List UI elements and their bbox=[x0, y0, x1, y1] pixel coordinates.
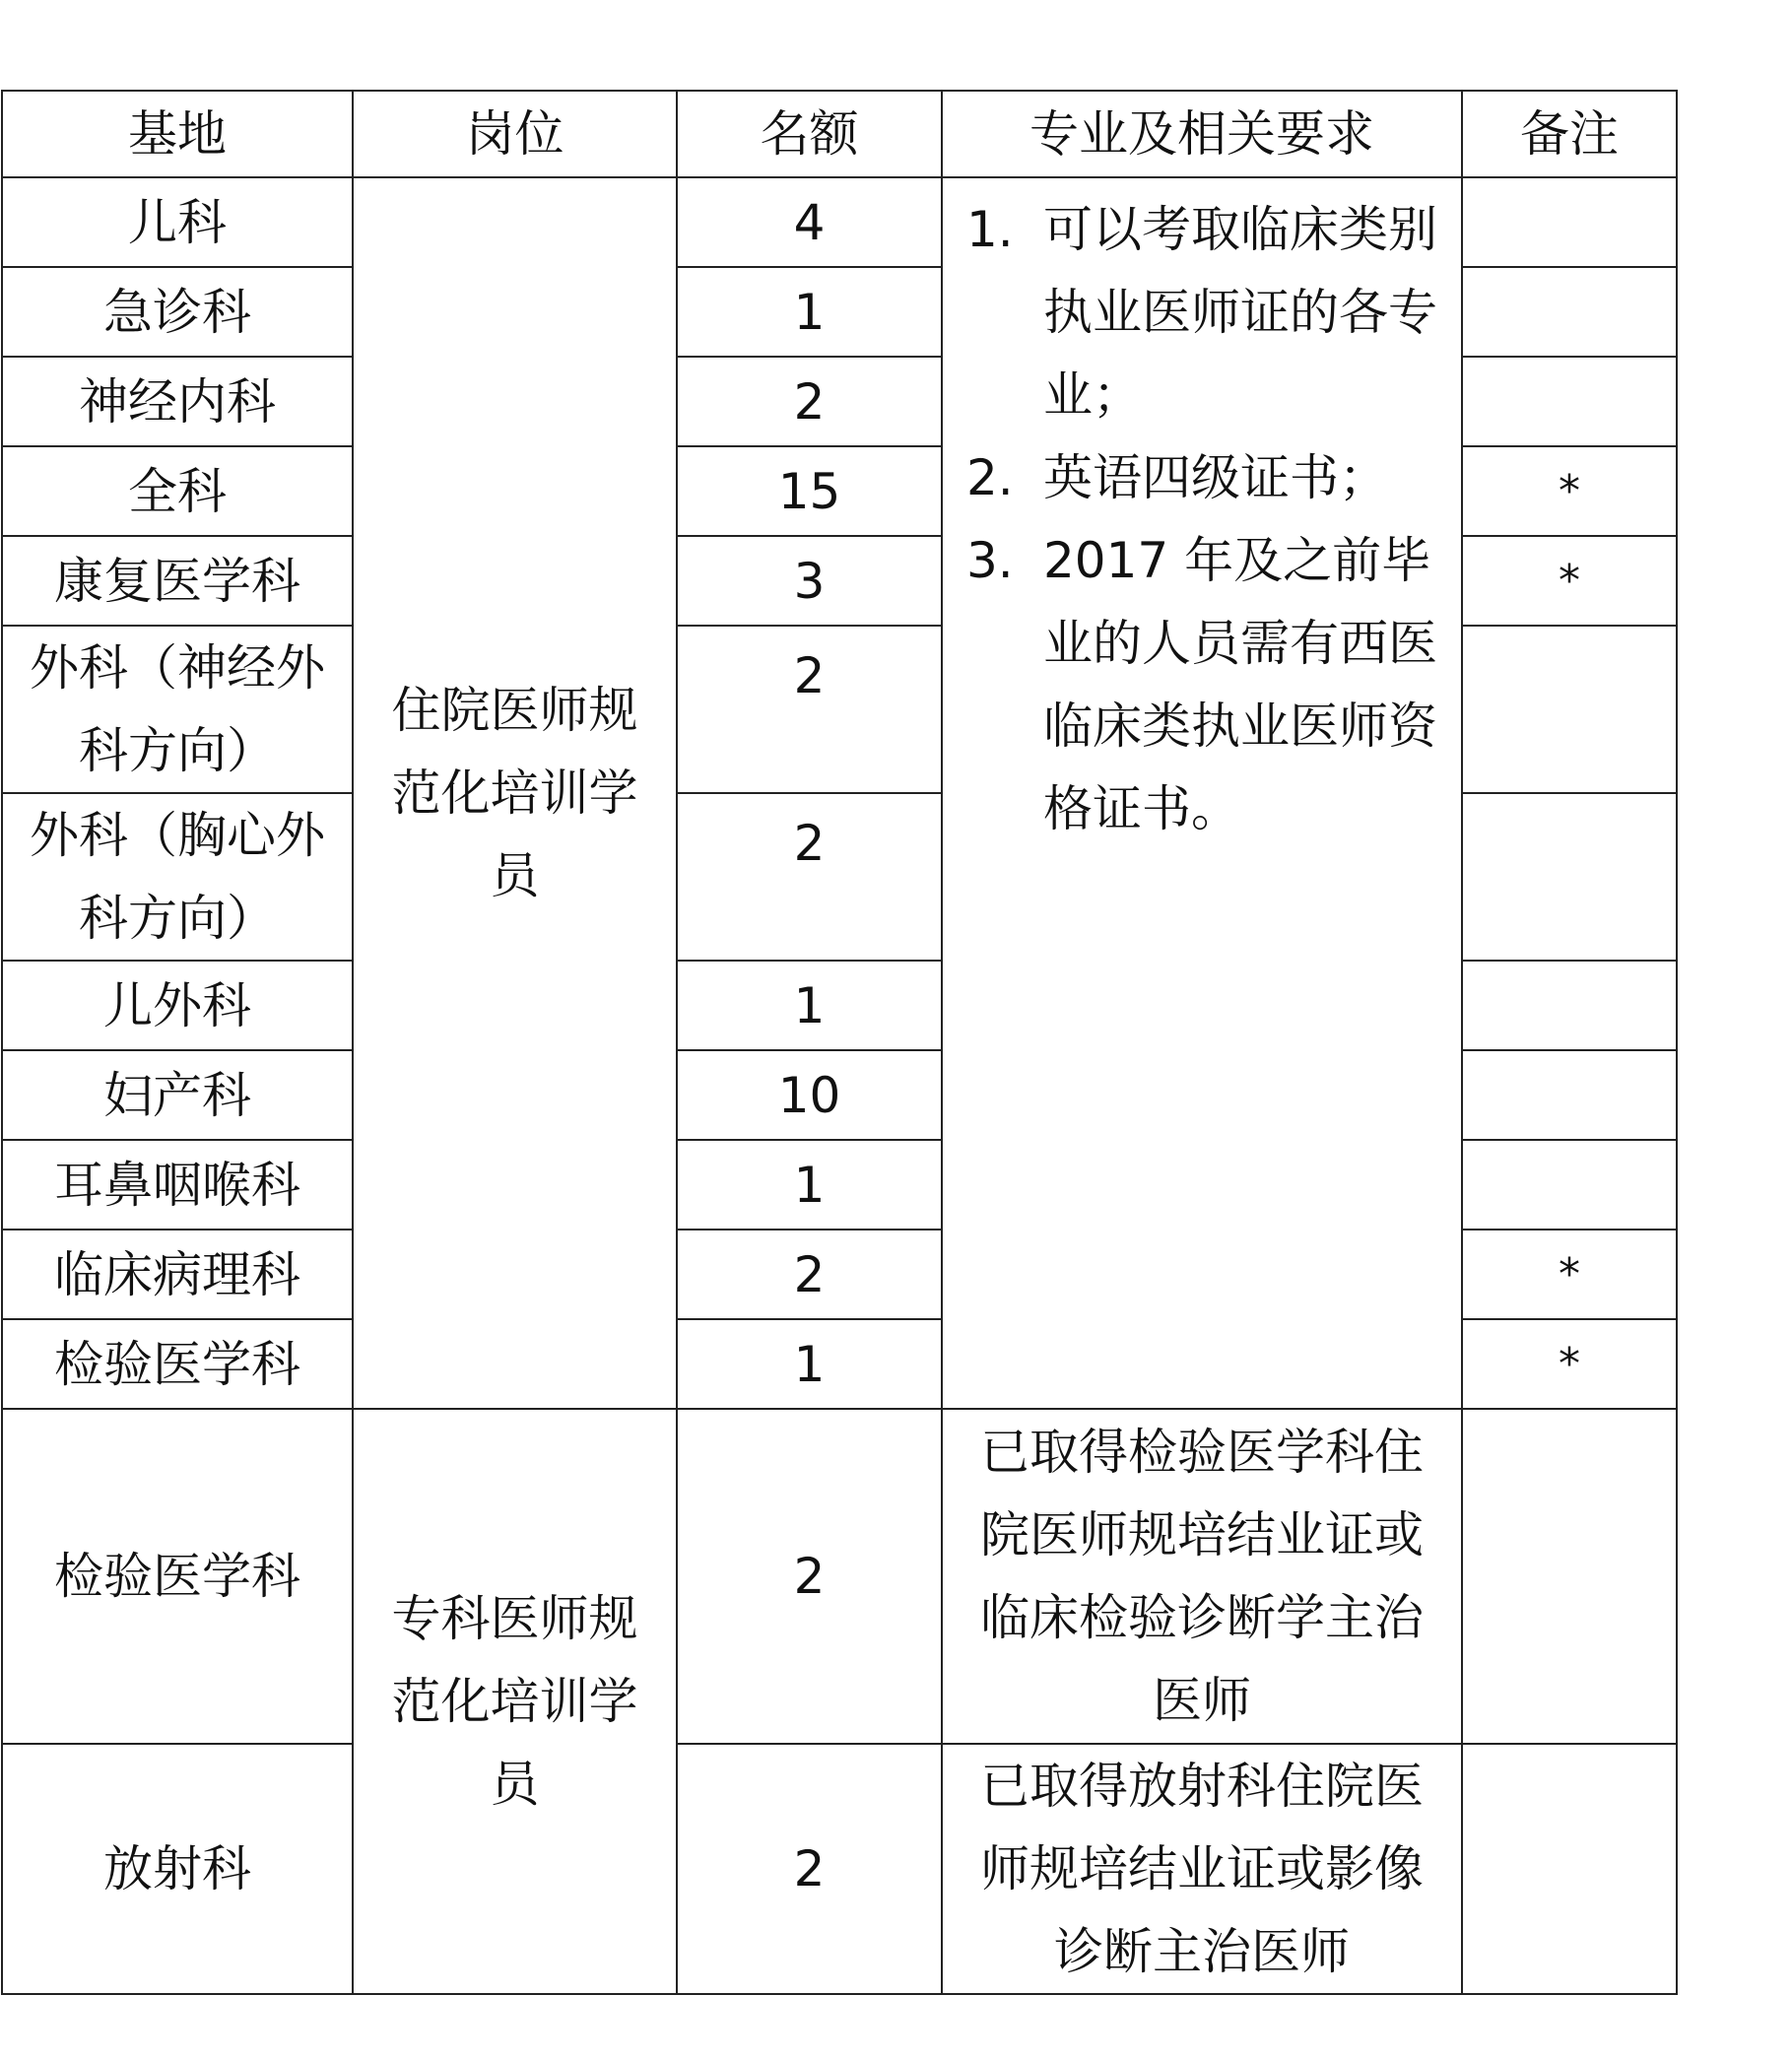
quota-cell: 1 bbox=[677, 1319, 942, 1409]
base-cell: 神经内科 bbox=[2, 357, 353, 446]
quota-cell: 2 bbox=[677, 1230, 942, 1319]
base-cell: 全科 bbox=[2, 446, 353, 536]
quota-cell: 3 bbox=[677, 536, 942, 626]
remark-cell bbox=[1462, 177, 1677, 267]
header-base: 基地 bbox=[2, 91, 353, 177]
remark-cell bbox=[1462, 1409, 1677, 1744]
requirements-list bbox=[943, 188, 1461, 850]
quota-cell: 1 bbox=[677, 267, 942, 357]
base-cell: 康复医学科 bbox=[2, 536, 353, 626]
position-text: 专科医师规范化培训学员 bbox=[391, 1590, 638, 1813]
quota-cell: 2 bbox=[677, 1744, 942, 1994]
remark-cell: * bbox=[1462, 446, 1677, 536]
requirements-cell: 已取得放射科住院医师规培结业证或影像诊断主治医师 bbox=[942, 1744, 1462, 1994]
remark-cell bbox=[1462, 626, 1677, 793]
base-cell: 检验医学科 bbox=[2, 1409, 353, 1744]
requirement-item: 2. 英语四级证书； bbox=[966, 449, 1388, 506]
quota-cell: 2 bbox=[677, 1409, 942, 1744]
header-row bbox=[2, 91, 1677, 177]
quota-cell: 2 bbox=[677, 626, 942, 793]
table-row bbox=[2, 1409, 1677, 1744]
remark-cell bbox=[1462, 267, 1677, 357]
position-cell-specialist bbox=[353, 1409, 677, 1994]
header-position: 岗位 bbox=[353, 91, 677, 177]
remark-cell bbox=[1462, 961, 1677, 1050]
requirement-item: 3. 2017 年及之前毕业的人员需有西医临床类执业医师资格证书。 bbox=[966, 532, 1437, 837]
quota-cell: 1 bbox=[677, 961, 942, 1050]
base-cell: 放射科 bbox=[2, 1744, 353, 1994]
table-row bbox=[2, 177, 1677, 267]
base-cell: 临床病理科 bbox=[2, 1230, 353, 1319]
quota-cell: 1 bbox=[677, 1140, 942, 1230]
quota-cell: 15 bbox=[677, 446, 942, 536]
base-cell: 妇产科 bbox=[2, 1050, 353, 1140]
position-cell-resident bbox=[353, 177, 677, 1409]
remark-cell bbox=[1462, 1744, 1677, 1994]
requirement-item: 1. 可以考取临床类别执业医师证的各专业； bbox=[966, 201, 1437, 424]
base-cell: 外科（胸心外科方向） bbox=[2, 793, 353, 961]
remark-cell bbox=[1462, 1050, 1677, 1140]
remark-cell: * bbox=[1462, 536, 1677, 626]
requirements-cell-resident bbox=[942, 177, 1462, 1409]
quota-cell: 2 bbox=[677, 357, 942, 446]
quota-cell: 10 bbox=[677, 1050, 942, 1140]
header-quota: 名额 bbox=[677, 91, 942, 177]
remark-cell: * bbox=[1462, 1319, 1677, 1409]
quota-cell: 2 bbox=[677, 793, 942, 961]
base-cell: 检验医学科 bbox=[2, 1319, 353, 1409]
base-cell: 耳鼻咽喉科 bbox=[2, 1140, 353, 1230]
remark-cell bbox=[1462, 1140, 1677, 1230]
requirements-cell: 已取得检验医学科住院医师规培结业证或临床检验诊断学主治医师 bbox=[942, 1409, 1462, 1744]
header-remarks: 备注 bbox=[1462, 91, 1677, 177]
remark-cell bbox=[1462, 357, 1677, 446]
base-cell: 儿外科 bbox=[2, 961, 353, 1050]
table-row bbox=[2, 1744, 1677, 1994]
recruitment-table bbox=[1, 90, 1678, 1995]
remark-cell bbox=[1462, 793, 1677, 961]
remark-cell: * bbox=[1462, 1230, 1677, 1319]
base-cell: 外科（神经外科方向） bbox=[2, 626, 353, 793]
position-text: 住院医师规范化培训学员 bbox=[391, 682, 638, 904]
base-cell: 儿科 bbox=[2, 177, 353, 267]
quota-cell: 4 bbox=[677, 177, 942, 267]
header-requirements: 专业及相关要求 bbox=[942, 91, 1462, 177]
base-cell: 急诊科 bbox=[2, 267, 353, 357]
